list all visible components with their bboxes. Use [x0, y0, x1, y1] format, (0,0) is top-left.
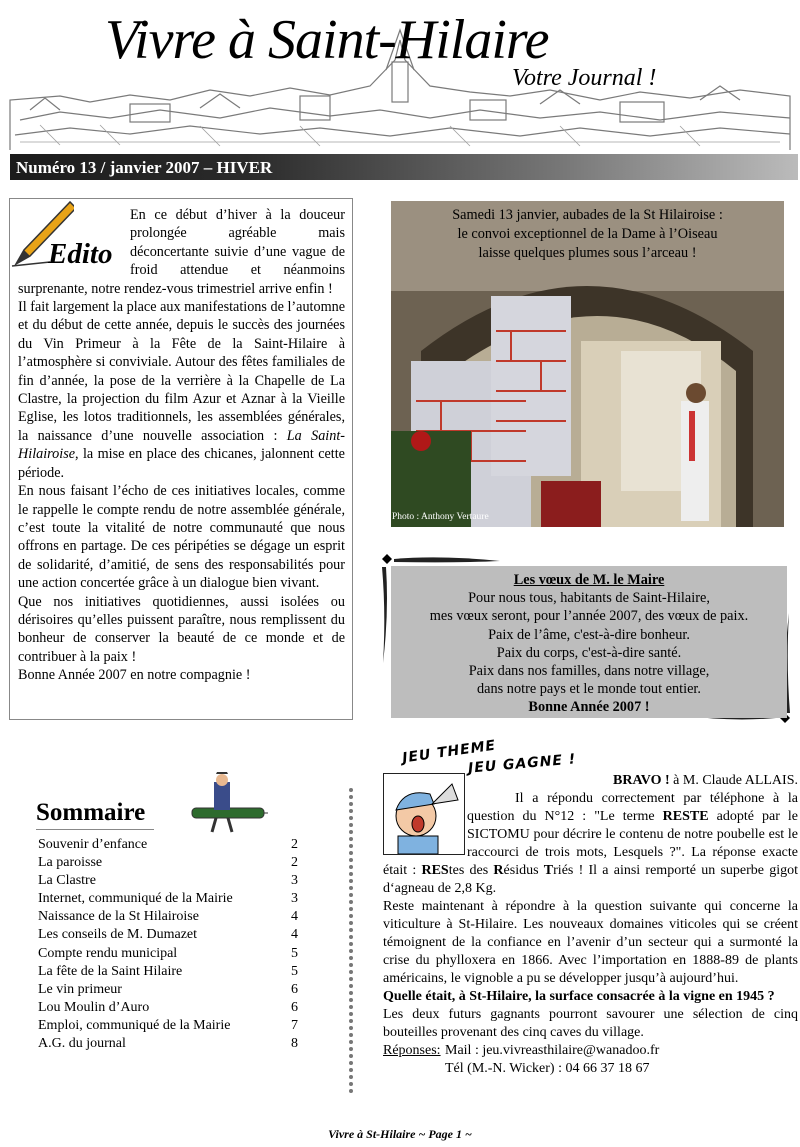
sommaire-item-page: 6: [291, 999, 298, 1015]
maire-line: Paix de l’âme, c'est-à-dire bonheur.: [488, 626, 690, 643]
sommaire-item-page: 5: [291, 963, 298, 979]
sommaire-item-page: 2: [291, 837, 298, 852]
sommaire-item: [38, 1017, 298, 1035]
maire-wishes: [391, 571, 787, 717]
jeu-title-line2: JEU GAGNE !: [467, 751, 577, 777]
sommaire-item-label: A.G. du journal: [38, 1036, 126, 1052]
jeu-bravo: BRAVO ! à M. Claude ALLAIS.: [613, 773, 798, 788]
issue-label: Numéro 13 / janvier 2007 – HIVER: [16, 158, 273, 177]
sommaire-item-label: Naissance de la St Hilairoise: [38, 909, 199, 925]
sommaire-item-page: 5: [291, 945, 298, 961]
cartoon-shouting-kid-icon: [383, 773, 465, 855]
sommaire-item-page: 3: [291, 873, 298, 889]
maire-line: Pour nous tous, habitants de Saint-Hilaire,: [468, 590, 710, 607]
sommaire-item: [38, 963, 298, 981]
journal-title: Vivre à Saint-Hilaire: [105, 9, 549, 71]
sommaire-item-label: Les conseils de M. Dumazet: [38, 927, 198, 943]
sommaire-item-page: 3: [291, 891, 298, 907]
photo-credit: Photo : Anthony Vertaure: [392, 512, 489, 522]
sommaire-item-page: 7: [291, 1017, 298, 1033]
sommaire-item-page: 8: [291, 1036, 298, 1052]
sommaire-item: [38, 926, 298, 944]
sommaire-item-label: La paroisse: [38, 855, 103, 871]
caption-line: le convoi exceptionnel de la Dame à l’Oiseau: [457, 226, 718, 242]
sommaire-item-label: Le vin primeur: [38, 981, 122, 997]
photo-caption: [391, 206, 784, 263]
responses-tel: Tél (M.-N. Wicker) : 04 66 37 18 67: [445, 1061, 650, 1076]
man-with-pen-icon: [188, 772, 268, 834]
sommaire-item-label: La fête de la Saint Hilaire: [38, 963, 183, 979]
sommaire-item-label: Internet, communiqué de la Mairie: [38, 891, 233, 907]
maire-closing: Bonne Année 2007 !: [528, 699, 650, 716]
sommaire-item: [38, 890, 298, 908]
maire-line: Paix dans nos familles, dans notre village,: [468, 663, 710, 680]
sommaire-item-page: 6: [291, 981, 298, 997]
edito-paragraph: Il fait largement la place aux manifestations de l’automne et du début de cette année, depuis le succès des journées du Vin Primeur à la Fête de la Saint-Hilaire à l’atmosphère si conviviale. Autour des fêtes familiales de fin d’année, la pose de la verrière à la Chapelle de La Clastre, la projection du film Azur et Aznar à la Vieille Eglise, les lotos traditionnels, les assemblées générales, la naissance d’une nouvelle association : La Saint-Hilairoise, la mise en place des chicanes, jalonnent cette période.: [18, 299, 345, 481]
masthead: [0, 0, 800, 152]
jeu-paragraph: Les deux futurs gagnants pourront savourer une sélection de cinq bouteilles provenant des cinq caves du village.: [383, 1007, 798, 1040]
sommaire-item: [38, 981, 298, 999]
sommaire-item-label: Lou Moulin d’Auro: [38, 999, 150, 1015]
sommaire-item-page: 2: [291, 855, 298, 871]
sommaire-item-label: Emploi, communiqué de la Mairie: [38, 1017, 231, 1033]
maire-line: mes vœux seront, pour l’année 2007, des vœux de paix.: [429, 608, 749, 625]
sommaire-item-page: 4: [291, 909, 298, 925]
jeu-responses: [383, 1042, 798, 1078]
edito-text: [18, 206, 345, 685]
responses-mail: Mail : jeu.vivreasthilaire@wanadoo.fr: [445, 1043, 660, 1058]
sommaire-item-label: La Clastre: [38, 873, 96, 889]
edito-paragraph: En ce début d’hiver à la douceur prolongée agréable mais déconcertante suivie d’une vague de froid attendue et néanmoins surprenante, notre rendez-vous trimestriel arrive enfin !: [18, 207, 345, 297]
sommaire-item: [38, 872, 298, 890]
sommaire-item-label: Souvenir d’enfance: [38, 837, 148, 852]
jeu-paragraph: Reste maintenant à répondre à la question suivante qui concerne la viticulture à St-Hilaire. Les nouveaux domaines viticoles qui se créent témoignent de la confiance en l’avenir d’un secteur qui a surmonté la crise du phylloxera en 1866. Avec l’importation en 1888-89 de plants américains, le vignoble a pu se développer jusqu’à aujourd’hui.: [383, 899, 798, 986]
sommaire-item-page: 4: [291, 927, 298, 943]
sommaire-item: [38, 945, 298, 963]
sommaire-item: [38, 854, 298, 872]
caption-line: laisse quelques plumes sous l’arceau !: [478, 245, 697, 261]
responses-label: Réponses:: [383, 1043, 441, 1058]
sommaire-item: [38, 836, 298, 854]
maire-line: dans notre pays et le monde tout entier.: [477, 681, 701, 698]
jeu-question: Quelle était, à St-Hilaire, la surface consacrée à la vigne en 1945 ?: [383, 989, 775, 1004]
edito-paragraph: En nous faisant l’écho de ces initiatives locales, comme le rappelle le compte rendu de notre assemblée générale, c’est toute la vitalité de notre communauté que nous offrons en partage. De ces péripéties se dégage un esprit de solidarité, d’amitié, de sens des responsabilités pour une action concertée grâce à un dialogue bien vivant.: [18, 483, 345, 592]
journal-subtitle: Votre Journal !: [512, 65, 657, 91]
maire-title: Les vœux de M. le Maire: [513, 572, 665, 588]
sommaire-divider: [36, 829, 154, 830]
caption-line: Samedi 13 janvier, aubades de la St Hilairoise :: [452, 207, 723, 223]
maire-line: Paix du corps, c'est-à-dire santé.: [496, 644, 682, 661]
sommaire-item: [38, 999, 298, 1017]
jeu-paragraph: Il a répondu correctement par téléphone à la question du N°12 : "Le terme RESTE adopté par le SICTOMU pour décrire le contenu de notre poubelle est le raccourci de trois mots, Lesquels ?". La réponse exacte était : REStes des Résidus Triés ! Il a ainsi remporté un superbe gigot d‘agneau de 2,8 Kg.: [383, 791, 799, 896]
sommaire-list: [38, 836, 298, 1053]
sommaire-item: [38, 1035, 298, 1053]
sommaire-item-label: Compte rendu municipal: [38, 945, 178, 961]
page-footer: Vivre à St-Hilaire ~ Page 1 ~: [328, 1127, 472, 1141]
sommaire-title: Sommaire: [36, 799, 146, 826]
edito-paragraph: Que nos initiatives quotidiennes, aussi isolées ou dérisoires qu’elles puissent paraître, nous remplissent du bonheur de conserver la beauté de ce monde et de contribuer à la paix !: [18, 593, 345, 665]
column-divider: [348, 788, 354, 1098]
jeu-title-line1: JEU THEME: [401, 737, 497, 767]
sommaire-item: [38, 908, 298, 926]
edito-paragraph: Bonne Année 2007 en notre compagnie !: [18, 667, 251, 684]
edito-title: Edito: [48, 238, 113, 270]
